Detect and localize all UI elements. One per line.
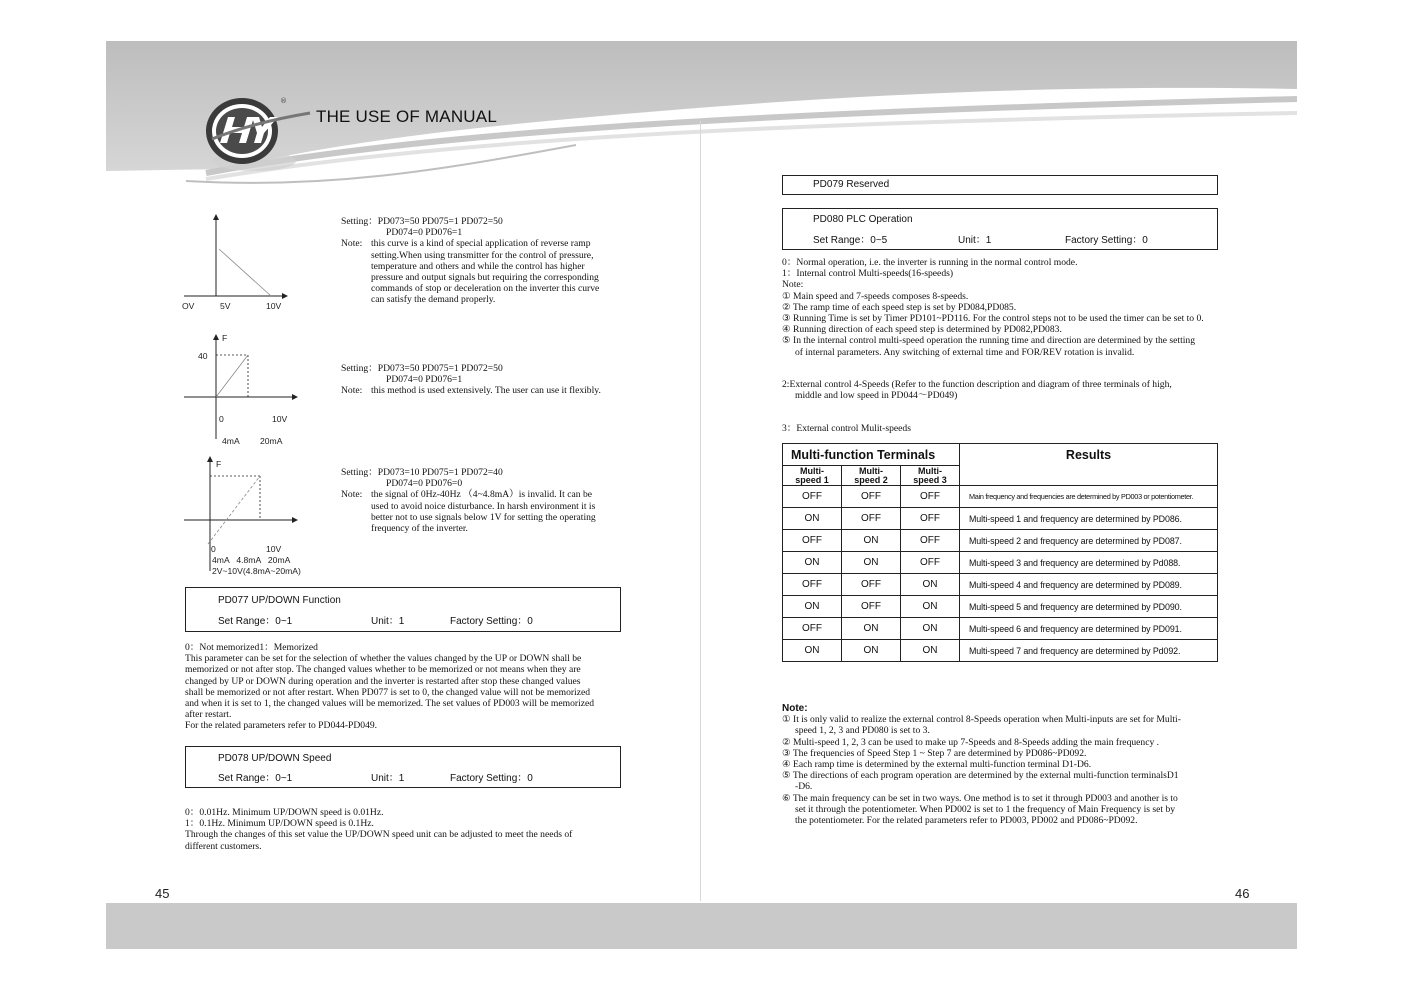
final-note-line: ④ Each ramp time is determined by the external multi-function terminal D1-D6. <box>782 759 1092 771</box>
setting1-note-line: commands of stop or deceleration on the inverter this curve <box>371 283 600 295</box>
final-note-line: the potentiometer. For the related parameters refer to PD003, PD002 and PD086~PD092. <box>795 815 1138 827</box>
setting3-line2: PD074=0 PD076=0 <box>386 478 463 490</box>
pd077-factory: Factory Setting：0 <box>450 616 533 627</box>
table-row: OFF OFF OFF Main frequency and frequencies are determined by PD003 or potentiometer. <box>783 486 1218 508</box>
pd080-desc-line: ① Main speed and 7-speeds composes 8-speeds. <box>782 290 969 302</box>
setting1-note-line: can satisfy the demand properly. <box>371 294 496 306</box>
pd077-description <box>185 642 594 732</box>
table-subheader-speed3: Multi- speed 3 <box>901 466 960 486</box>
setting2-block <box>341 363 601 397</box>
setting3-note-line: frequency of the inverter. <box>371 523 468 535</box>
footer-band <box>106 903 1297 949</box>
ext4-line1: 2:External control 4-Speeds (Refer to the function description and diagram of three terminals of high, <box>782 379 1172 390</box>
hy-logo-icon <box>202 91 314 171</box>
header-title: THE USE OF MANUAL <box>316 107 497 126</box>
pd080-factory: Factory Setting：0 <box>1065 235 1148 246</box>
final-note-line: ⑥ The main frequency can be set in two ways. One method is to set it through PD003 and another is to <box>782 792 1178 804</box>
table-row: OFF ON ON Multi-speed 6 and frequency are determined by PD091. <box>783 618 1218 640</box>
setting3-note-line: used to avoid noice disturbance. In harsh environment it is <box>371 500 596 512</box>
graph-reverse-ramp <box>176 211 316 316</box>
graph-linear <box>182 331 322 449</box>
pd077-desc-line: For the related parameters refer to PD044-PD049. <box>185 720 378 732</box>
table-subheader-speed2: Multi- speed 2 <box>842 466 901 486</box>
pd078-factory: Factory Setting：0 <box>450 773 533 784</box>
pd077-desc-line: 0：Not memorized1：Memorized <box>185 642 318 653</box>
graph2-axis-f: F <box>222 333 228 343</box>
pd080-desc-line: Note: <box>782 279 804 291</box>
graph3-xlabel-line3: 2V~10V(4.8mA~20mA) <box>212 566 301 576</box>
ext4-line2: middle and low speed in PD044～PD049) <box>795 390 958 402</box>
pd080-desc-line: ⑤ In the internal control multi-speed operation the running time and direction are determined by the setting <box>782 335 1196 347</box>
table-row: OFF ON OFF Multi-speed 2 and frequency are determined by PD087. <box>783 530 1218 552</box>
pd077-desc-line: memorized or not after stop. The changed values whether to be memorized or not means when they are <box>185 664 581 676</box>
graph2-xlabel2-0: 4mA <box>222 436 240 446</box>
graph3-xlabel-line2: 4mA 4.8mA 20mA <box>212 555 291 565</box>
final-note-line: ⑤ The directions of each program operation are determined by the external multi-function terminalsD1 <box>782 770 1179 782</box>
pd077-desc-line: and when it is set to 1, the changed values will be memorized. The set values of PD003 will be memorized <box>185 698 595 710</box>
graph2-xlabel2-1: 20mA <box>260 436 283 446</box>
pd077-desc-line: after restart. <box>185 709 232 721</box>
graph3-axis-f: F <box>216 459 222 469</box>
setting3-note-line: the signal of 0Hz-40Hz （4~4.8mA）is invalid. It can be <box>371 489 593 501</box>
pd080-title: PD080 PLC Operation <box>813 214 913 225</box>
table-row: OFF OFF ON Multi-speed 4 and frequency are determined by PD089. <box>783 574 1218 596</box>
final-note-block <box>782 703 1181 826</box>
svg-text:®: ® <box>280 97 287 105</box>
pd077-desc-line: shall be memorized or not after restart. When PD077 is set to 0, the changed value will not be memorized <box>185 686 591 698</box>
final-note-line: set it through the potentiometer. When PD002 is set to 1 the frequency of Main Frequency is set by <box>795 803 1176 815</box>
graph2-xlabel-0: 0 <box>219 414 224 424</box>
pd077-desc-line: This parameter can be set for the selection of whether the values changed by the UP or DOWN shall be <box>185 653 582 665</box>
pd077-range: Set Range：0~1 <box>218 616 293 627</box>
table-row: ON OFF OFF Multi-speed 1 and frequency are determined by PD086. <box>783 508 1218 530</box>
pd077-desc-line: changed by UP or DOWN during operation and the inverter is restarted after stop these changed values <box>185 675 581 687</box>
external-multispeed-heading: 3：External control Mulit-speeds <box>782 423 911 434</box>
final-note-label: Note: <box>782 703 808 714</box>
pd080-desc-line: 1：Internal control Multi-speeds(16-speeds) <box>782 268 954 280</box>
graph1-xlabel-1: 5V <box>220 301 231 311</box>
setting2-note-label: Note: <box>341 385 363 397</box>
multi-function-table <box>782 443 1218 662</box>
pd080-parameter-box <box>782 208 1218 250</box>
setting1-block <box>341 216 599 306</box>
graph1-xlabel-2: 10V <box>266 301 282 311</box>
setting1-note-line: temperature and others and while the control has higher <box>371 260 585 272</box>
manual-spread <box>106 41 1297 949</box>
table-row: ON OFF ON Multi-speed 5 and frequency are determined by PD090. <box>783 596 1218 618</box>
page-divider <box>700 121 701 901</box>
pd078-title: PD078 UP/DOWN Speed <box>218 753 332 764</box>
table-header-results: Results <box>960 444 1218 486</box>
page-number-right: 46 <box>1235 886 1250 901</box>
final-note-line: speed 1, 2, 3 and PD080 is set to 3. <box>795 725 930 737</box>
pd080-desc-line: ② The ramp time of each speed step is set by PD084,PD085. <box>782 301 1017 313</box>
setting1-line1: Setting：PD073=50 PD075=1 PD072=50 <box>341 216 503 227</box>
table-row: ON ON ON Multi-speed 7 and frequency are determined by Pd092. <box>783 640 1218 662</box>
pd077-parameter-box <box>185 587 621 632</box>
graph3-xlabel-1: 10V <box>266 544 282 554</box>
setting1-note-line: pressure and output signals but requiring the corresponding <box>371 272 599 284</box>
page-number-left: 45 <box>155 886 170 901</box>
pd078-desc-line: 1：0.1Hz. Minimum UP/DOWN speed is 0.1Hz. <box>185 818 374 830</box>
pd080-range: Set Range：0~5 <box>813 235 888 246</box>
setting2-line1: Setting：PD073=50 PD075=1 PD072=50 <box>341 363 503 374</box>
final-note-line: ① It is only valid to realize the external control 8-Speeds operation when Multi-inputs are set for Multi- <box>782 714 1181 726</box>
graph1-xlabel-0: OV <box>182 301 195 311</box>
pd077-title: PD077 UP/DOWN Function <box>218 595 341 606</box>
table-row: ON ON OFF Multi-speed 3 and frequency are determined by Pd088. <box>783 552 1218 574</box>
setting3-note-line: better not to use signals below 1V for setting the operating <box>371 511 596 523</box>
pd080-desc-line: ③ Running Time is set by Timer PD101~PD116. For the control steps not to be used the timer can be set to 0. <box>782 313 1204 325</box>
setting1-note-line: this curve is a kind of special application of reverse ramp <box>371 238 591 250</box>
pd078-desc-line: different customers. <box>185 840 262 852</box>
setting3-note-label: Note: <box>341 489 363 501</box>
pd077-unit: Unit：1 <box>371 616 405 627</box>
external-4speed-text <box>782 379 1172 401</box>
setting3-line1: Setting：PD073=10 PD075=1 PD072=40 <box>341 467 503 478</box>
pd080-desc-line: of internal parameters. Any switching of external time and FOR/REV rotation is invalid. <box>795 346 1135 358</box>
pd080-desc-line: 0：Normal operation, i.e. the inverter is running in the normal control mode. <box>782 257 1078 268</box>
pd078-desc-line: Through the changes of this set value the UP/DOWN speed unit can be adjusted to meet the needs of <box>185 829 573 841</box>
pd078-unit: Unit：1 <box>371 773 405 784</box>
setting2-note-line: this method is used extensively. The user can use it flexibly. <box>371 385 601 397</box>
table-header-terminals: Multi-function Terminals <box>783 444 960 466</box>
pd078-desc-line: 0：0.01Hz. Minimum UP/DOWN speed is 0.01Hz. <box>185 807 384 818</box>
final-note-line: ② Multi-speed 1, 2, 3 can be used to make up 7-Speeds and 8-Speeds adding the main frequency . <box>782 736 1160 748</box>
graph2-xlabel-1: 10V <box>272 414 288 424</box>
final-note-line: ③ The frequencies of Speed Step 1 ~ Step 7 are determined by PD086~PD092. <box>782 747 1087 759</box>
pd080-description <box>782 257 1204 358</box>
pd078-parameter-box <box>185 746 621 788</box>
final-note-line: -D6. <box>795 781 813 793</box>
pd079-title: PD079 Reserved <box>813 179 890 190</box>
pd079-parameter-box <box>782 175 1218 195</box>
pd080-unit: Unit：1 <box>958 235 992 246</box>
setting1-line2: PD074=0 PD076=1 <box>386 227 463 239</box>
pd078-range: Set Range：0~1 <box>218 773 293 784</box>
graph-deadband <box>182 456 342 578</box>
setting1-note-line: setting.When using transmitter for the control of pressure, <box>371 249 594 261</box>
setting2-line2: PD074=0 PD076=1 <box>386 374 463 386</box>
graph2-y-value: 40 <box>198 351 208 361</box>
setting3-block <box>341 467 596 534</box>
graph3-xlabel-0: 0 <box>211 544 216 554</box>
pd080-desc-line: ④ Running direction of each speed step is determined by PD082,PD083. <box>782 324 1062 336</box>
setting1-note-label: Note: <box>341 238 363 250</box>
table-subheader-speed1: Multi- speed 1 <box>783 466 842 486</box>
pd078-description <box>185 807 572 852</box>
